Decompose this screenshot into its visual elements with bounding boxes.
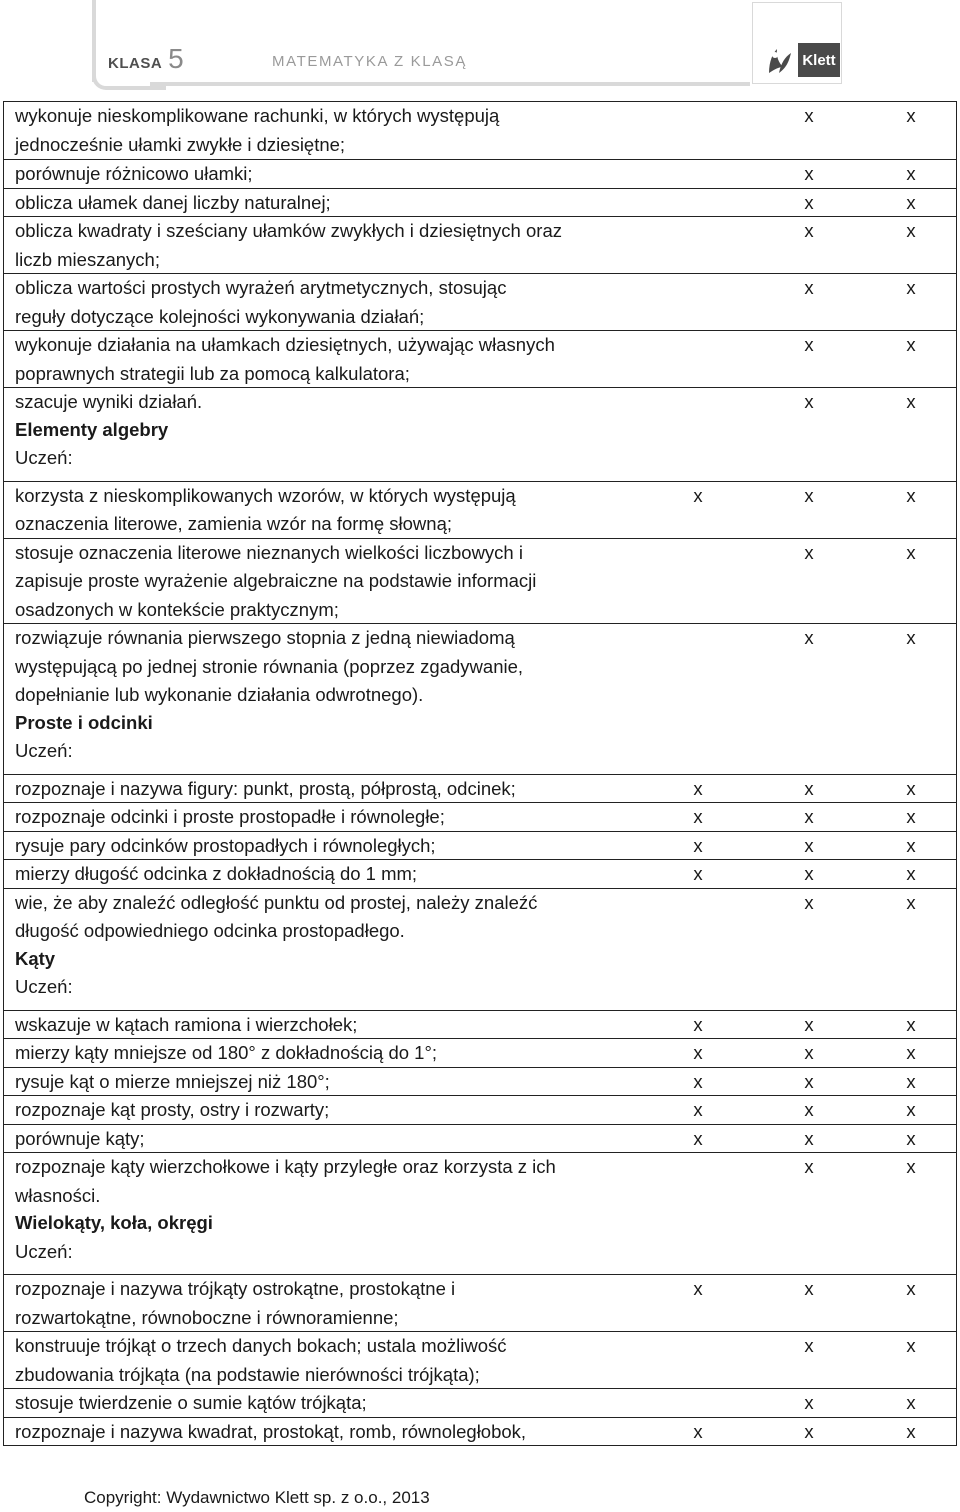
requirement-text: rysuje kąt o mierze mniejszej niż 180°; <box>15 1070 330 1092</box>
table-row <box>4 188 956 217</box>
level-mark-2: x <box>804 391 814 412</box>
requirement-text: wykonuje działania na ułamkach dziesiętnych, używając własnych <box>15 334 555 355</box>
table-row <box>4 1331 956 1388</box>
table-row <box>4 330 956 387</box>
level-mark-2: x <box>804 806 814 827</box>
section-subheading: Uczeń: <box>15 740 73 761</box>
table-row <box>4 774 956 803</box>
series-title: MATEMATYKA Z KLASĄ <box>272 53 467 70</box>
level-mark-1: x <box>693 777 703 799</box>
requirement-text: konstruuje trójkąt o trzech danych bokach; ustala możliwość <box>15 1335 507 1356</box>
table-row <box>4 1010 956 1039</box>
section-heading: Kąty <box>15 947 56 969</box>
level-mark-3: x <box>906 1070 916 1092</box>
level-mark-2: x <box>804 277 814 298</box>
level-mark-2: x <box>804 834 814 856</box>
level-mark-2: x <box>804 627 814 648</box>
requirement-text: występującą po jednej stronie równania (poprzez zgadywanie, <box>15 655 524 677</box>
requirement-text: poprawnych strategii lub za pomocą kalkulatora; <box>15 362 410 384</box>
requirements-table <box>3 101 957 1446</box>
level-mark-2: x <box>804 484 814 506</box>
requirement-text: rozpoznaje kąty wierzchołkowe i kąty przyległe oraz korzysta z ich <box>15 1156 556 1177</box>
section-row <box>4 709 956 774</box>
table-row <box>4 1038 956 1067</box>
level-mark-3: x <box>906 1013 916 1035</box>
requirement-text: rozpoznaje odcinki i proste prostopadłe i równoległe; <box>15 806 445 827</box>
level-mark-2: x <box>804 541 814 563</box>
requirement-text: rozwartokątne, równoboczne i równoramienne; <box>15 1306 399 1328</box>
table-row <box>4 802 956 831</box>
table-row <box>4 102 956 159</box>
level-mark-3: x <box>906 163 916 184</box>
level-mark-2: x <box>804 863 814 884</box>
section-subheading: Uczeń: <box>15 976 73 997</box>
level-mark-3: x <box>906 334 916 355</box>
level-mark-2: x <box>804 191 814 213</box>
table-row <box>4 538 956 624</box>
header-decoration-curve <box>92 72 166 90</box>
level-mark-2: x <box>804 105 814 126</box>
requirement-text: rozpoznaje kąt prosty, ostry i rozwarty; <box>15 1099 330 1120</box>
level-mark-3: x <box>906 834 916 856</box>
section-heading: Proste i odcinki <box>15 711 153 733</box>
table-row <box>4 888 956 945</box>
table-row <box>4 1417 956 1446</box>
class-word: KLASA <box>108 55 163 72</box>
publisher-logo <box>752 2 842 84</box>
requirement-text: stosuje oznaczenia literowe nieznanych wielkości liczbowych i <box>15 541 523 563</box>
requirement-text: stosuje twierdzenie o sumie kątów trójkąta; <box>15 1392 367 1413</box>
requirement-text: własności. <box>15 1184 101 1206</box>
level-mark-2: x <box>804 1070 814 1092</box>
level-mark-1: x <box>693 834 703 856</box>
level-mark-3: x <box>906 1420 916 1442</box>
requirement-text: oznaczenia literowe, zamienia wzór na formę słowną; <box>15 513 453 534</box>
level-mark-1: x <box>693 1127 703 1149</box>
requirement-text: liczb mieszanych; <box>15 248 160 270</box>
table-row <box>4 216 956 273</box>
requirement-text: długość odpowiedniego odcinka prostopadłego. <box>15 920 405 941</box>
level-mark-2: x <box>804 1099 814 1120</box>
level-mark-3: x <box>906 1099 916 1120</box>
requirement-text: oblicza wartości prostych wyrażeń arytmetycznych, stosując <box>15 277 507 298</box>
level-mark-3: x <box>906 806 916 827</box>
table-row <box>4 1274 956 1331</box>
table-row <box>4 1067 956 1096</box>
table-row <box>4 273 956 330</box>
requirement-text: osadzonych w kontekście praktycznym; <box>15 598 339 620</box>
table-row <box>4 1095 956 1124</box>
requirement-text: rozpoznaje i nazywa trójkąty ostrokątne, prostokątne i <box>15 1278 456 1299</box>
level-mark-3: x <box>906 1278 916 1299</box>
level-mark-1: x <box>693 1042 703 1063</box>
requirement-text: porównuje kąty; <box>15 1127 145 1149</box>
level-mark-2: x <box>804 1392 814 1413</box>
level-mark-2: x <box>804 1278 814 1299</box>
section-heading: Elementy algebry <box>15 418 169 440</box>
page-header <box>0 0 960 95</box>
level-mark-1: x <box>693 806 703 827</box>
requirement-text: rozwiązuje równania pierwszego stopnia z jedną niewiadomą <box>15 627 515 648</box>
level-mark-3: x <box>906 541 916 563</box>
level-mark-2: x <box>804 777 814 799</box>
requirement-text: reguły dotyczące kolejności wykonywania działań; <box>15 305 425 327</box>
level-mark-3: x <box>906 220 916 241</box>
class-label <box>108 43 184 74</box>
class-number: 5 <box>168 43 184 74</box>
level-mark-3: x <box>906 391 916 412</box>
level-mark-1: x <box>693 1070 703 1092</box>
section-subheading: Uczeń: <box>15 447 73 468</box>
level-mark-2: x <box>804 1335 814 1356</box>
requirement-text: wie, że aby znaleźć odległość punktu od prostej, należy znaleźć <box>15 891 538 913</box>
copyright-footer: Copyright: Wydawnictwo Klett sp. z o.o., 2013 <box>84 1488 430 1507</box>
table-row <box>4 623 956 709</box>
table-row <box>4 387 956 416</box>
requirement-text: oblicza ułamek danej liczby naturalnej; <box>15 191 331 213</box>
section-row <box>4 1209 956 1274</box>
table-row <box>4 159 956 188</box>
level-mark-1: x <box>693 1013 703 1035</box>
klett-leaf-icon <box>763 43 797 77</box>
level-mark-3: x <box>906 191 916 213</box>
level-mark-1: x <box>693 484 703 506</box>
requirement-text: szacuje wyniki działań. <box>15 391 203 412</box>
requirement-text: rozpoznaje i nazywa figury: punkt, prostą, półprostą, odcinek; <box>15 777 516 799</box>
header-decoration-line <box>92 0 96 82</box>
level-mark-3: x <box>906 1335 916 1356</box>
level-mark-2: x <box>804 891 814 913</box>
requirement-text: zapisuje proste wyrażenie algebraiczne na podstawie informacji <box>15 570 537 591</box>
level-mark-3: x <box>906 484 916 506</box>
requirement-text: korzysta z nieskomplikowanych wzorów, w których występują <box>15 484 516 506</box>
requirement-text: mierzy długość odcinka z dokładnością do 1 mm; <box>15 863 418 884</box>
section-heading: Wielokąty, koła, okręgi <box>15 1212 213 1233</box>
requirement-text: jednocześnie ułamki zwykłe i dziesiętne; <box>15 133 346 155</box>
section-row <box>4 945 956 1010</box>
requirement-text: rozpoznaje i nazywa kwadrat, prostokąt, romb, równoległobok, <box>15 1420 527 1442</box>
level-mark-3: x <box>906 1042 916 1063</box>
level-mark-3: x <box>906 863 916 884</box>
level-mark-3: x <box>906 105 916 126</box>
level-mark-2: x <box>804 1127 814 1149</box>
level-mark-2: x <box>804 1042 814 1063</box>
level-mark-2: x <box>804 334 814 355</box>
level-mark-2: x <box>804 1013 814 1035</box>
table-row <box>4 831 956 860</box>
requirement-text: wskazuje w kątach ramiona i wierzchołek; <box>15 1013 358 1035</box>
level-mark-2: x <box>804 1156 814 1177</box>
header-decoration-underline <box>150 82 750 86</box>
level-mark-3: x <box>906 1392 916 1413</box>
level-mark-3: x <box>906 891 916 913</box>
level-mark-1: x <box>693 863 703 884</box>
level-mark-1: x <box>693 1420 703 1442</box>
table-row <box>4 1388 956 1417</box>
level-mark-1: x <box>693 1278 703 1299</box>
table-row <box>4 481 956 538</box>
requirement-text: porównuje różnicowo ułamki; <box>15 163 253 184</box>
requirement-text: mierzy kąty mniejsze od 180° z dokładnością do 1°; <box>15 1042 438 1063</box>
table-row <box>4 1124 956 1153</box>
table-row <box>4 859 956 888</box>
section-subheading: Uczeń: <box>15 1240 73 1262</box>
level-mark-3: x <box>906 1156 916 1177</box>
level-mark-2: x <box>804 220 814 241</box>
requirement-text: oblicza kwadraty i sześciany ułamków zwykłych i dziesiętnych oraz <box>15 220 562 241</box>
level-mark-3: x <box>906 1127 916 1149</box>
requirement-text: dopełnianie lub wykonanie działania odwrotnego). <box>15 684 424 705</box>
level-mark-2: x <box>804 163 814 184</box>
requirement-text: zbudowania trójkąta (na podstawie nierówności trójkąta); <box>15 1363 480 1385</box>
level-mark-2: x <box>804 1420 814 1442</box>
requirement-text: wykonuje nieskomplikowane rachunki, w których występują <box>15 105 500 126</box>
level-mark-3: x <box>906 277 916 298</box>
section-row <box>4 416 956 481</box>
requirement-text: rysuje pary odcinków prostopadłych i równoległych; <box>15 834 436 856</box>
table-row <box>4 1152 956 1209</box>
level-mark-1: x <box>693 1099 703 1120</box>
level-mark-3: x <box>906 627 916 648</box>
klett-wordmark: Klett <box>798 43 840 77</box>
level-mark-3: x <box>906 777 916 799</box>
